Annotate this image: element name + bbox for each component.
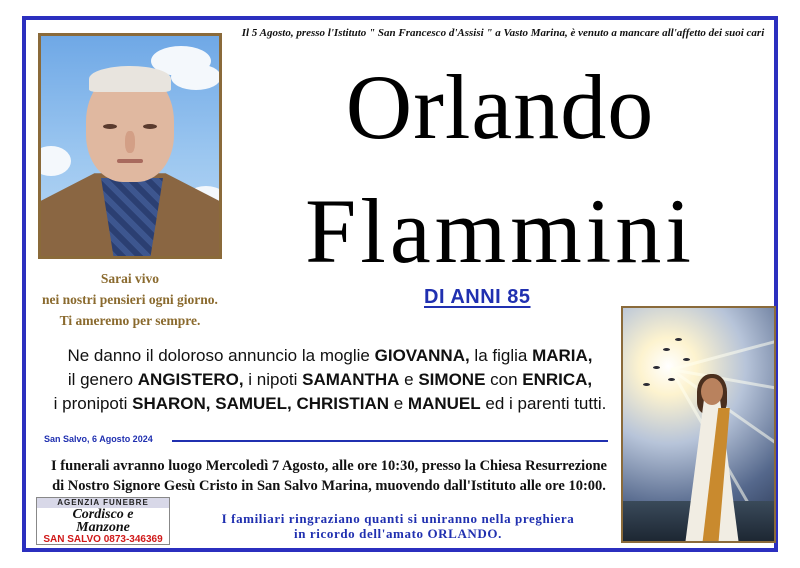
memorial-quote [38,268,222,331]
announcement-text: il genero [67,370,138,389]
quote-line: Ti ameremo per sempre. [59,313,201,328]
family-name: SHARON, SAMUEL, CHRISTIAN [132,394,390,413]
thanks-line: I familiari ringraziano quanti si uniranno nella preghiera [221,511,575,526]
family-name: SAMANTHA [302,370,400,389]
agency-contact: SAN SALVO 0873-346369 [43,534,163,545]
funeral-line: di Nostro Signore Gesù Cristo in San Salvo Marina, muovendo dall'Istituto alle ore 10:00. [52,478,606,494]
thanks-message [178,511,618,541]
announcement-text: i nipoti [243,370,303,389]
funeral-details [34,456,624,496]
announcement-line-2 [36,368,624,392]
quote-line: Sarai vivo [100,271,160,286]
announcement-text: e [389,394,408,413]
notice-date-place: San Salvo, 6 Agosto 2024 [44,434,153,444]
deceased-last-name: Flammini [305,180,695,282]
announcement-line-1 [36,344,624,368]
portrait-photo [38,33,222,259]
announcement-line-3 [36,392,624,416]
announcement-text: la figlia [469,346,533,365]
deceased-age: DI ANNI 85 [424,286,531,308]
agency-name-line: Cordisco e [72,507,134,522]
funeral-agency-logo [36,497,170,545]
death-notice-intro: Il 5 Agosto, presso l'Istituto " San Francesco d'Assisi " a Vasto Marina, è venuto a mancare all'affetto dei suoi cari [241,27,765,39]
family-name: MANUEL [407,394,481,413]
announcement-text: ed i parenti tutti. [480,394,607,413]
agency-label: AGENZIA FUNEBRE [37,498,169,508]
announcement-text: Ne danno il doloroso annuncio la moglie [67,346,375,365]
family-name: GIOVANNA, [374,346,470,365]
family-name: MARIA, [532,346,593,365]
thanks-line: in ricordo dell'amato ORLANDO. [294,526,502,541]
announcement-text: con [485,370,523,389]
funeral-line: I funerali avranno luogo Mercoledì 7 Agosto, alle ore 10:30, presso la Chiesa Resurrezione [51,458,607,474]
announcement-text: e [399,370,419,389]
quote-line: nei nostri pensieri ogni giorno. [42,292,218,307]
announcement-text: i pronipoti [53,394,133,413]
family-announcement [36,344,624,416]
agency-name-line: Manzone [76,520,130,535]
divider [172,440,608,442]
religious-image [621,306,776,543]
family-name: ANGISTERO, [137,370,244,389]
deceased-first-name: Orlando [345,56,655,158]
family-name: SIMONE [418,370,486,389]
family-name: ENRICA, [522,370,593,389]
